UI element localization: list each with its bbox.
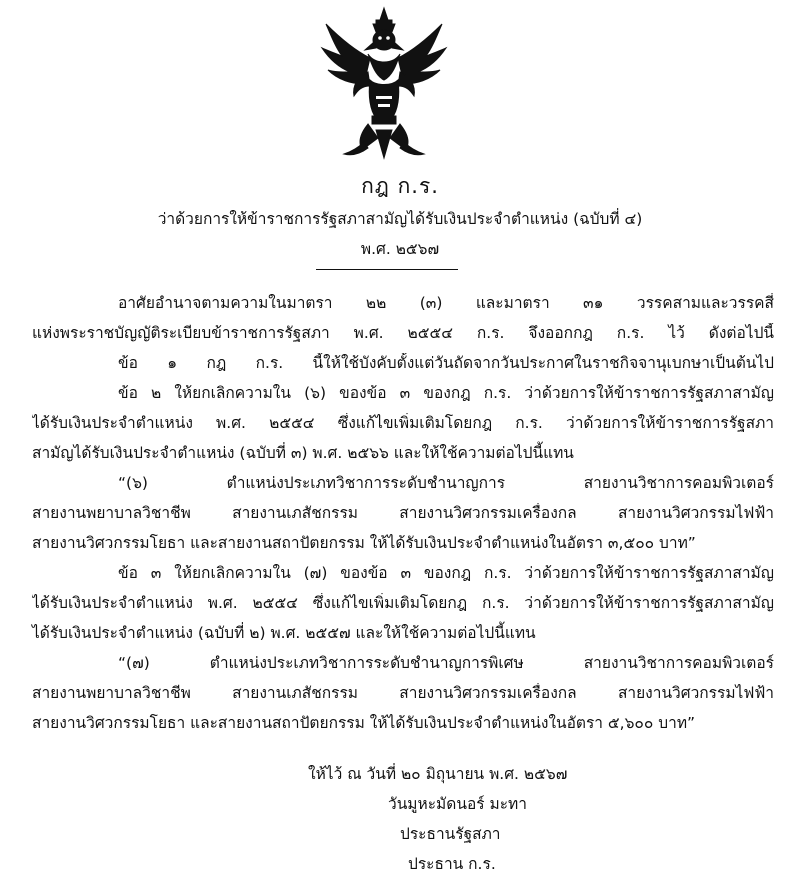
body-line: สายงานพยาบาลวิชาชีพ สายงานเภสัชกรรม สายงานวิศวกรรมเครื่องกล สายงานวิศวกรรมไฟฟ้า xyxy=(32,684,774,702)
body-line: ได้รับเงินประจำตำแหน่ง พ.ศ. ๒๕๕๔ ซึ่งแก้ไขเพิ่มเติมโดยกฎ ก.ร. ว่าด้วยการให้ข้าราชการรัฐสภาสามัญ xyxy=(32,594,774,612)
body-line: สายงานพยาบาลวิชาชีพ สายงานเภสัชกรรม สายงานวิศวกรรมเครื่องกล สายงานวิศวกรรมไฟฟ้า xyxy=(32,504,774,522)
body-line: ข้อ ๒ ให้ยกเลิกความใน (๖) ของข้อ ๓ ของกฎ ก.ร. ว่าด้วยการให้ข้าราชการรัฐสภาสามัญ xyxy=(118,384,774,402)
signatory-name: วันมูหะมัดนอร์ มะทา xyxy=(388,795,527,813)
decree-year: พ.ศ. ๒๕๖๗ xyxy=(360,240,440,258)
body-line: ได้รับเงินประจำตำแหน่ง (ฉบับที่ ๒) พ.ศ. ๒๕๕๗ และให้ใช้ความต่อไปนี้แทน xyxy=(32,624,536,642)
decree-subtitle: ว่าด้วยการให้ข้าราชการรัฐสภาสามัญได้รับเงินประจำตำแหน่ง (ฉบับที่ ๔) xyxy=(157,210,643,228)
body-line: ข้อ ๓ ให้ยกเลิกความใน (๗) ของข้อ ๓ ของกฎ ก.ร. ว่าด้วยการให้ข้าราชการรัฐสภาสามัญ xyxy=(118,564,774,582)
title-divider xyxy=(316,269,458,270)
body-line: ได้รับเงินประจำตำแหน่ง พ.ศ. ๒๕๕๔ ซึ่งแก้ไขเพิ่มเติมโดยกฎ ก.ร. ว่าด้วยการให้ข้าราชการรัฐสภา xyxy=(32,414,774,432)
body-line: สายงานวิศวกรรมโยธา และสายงานสถาปัตยกรรม ให้ได้รับเงินประจำตำแหน่งในอัตรา ๕,๖๐๐ บาท” xyxy=(32,714,696,732)
signatory-position: ประธานรัฐสภา xyxy=(400,825,501,843)
body-line: “(๖) ตำแหน่งประเภทวิชาการระดับชำนาญการ สายงานวิชาการคอมพิวเตอร์ xyxy=(118,474,774,492)
signatory-position: ประธาน ก.ร. xyxy=(408,855,496,873)
body-line: สามัญได้รับเงินประจำตำแหน่ง (ฉบับที่ ๓) พ.ศ. ๒๕๖๖ และให้ใช้ความต่อไปนี้แทน xyxy=(32,444,574,462)
signing-date: ให้ไว้ ณ วันที่ ๒๐ มิถุนายน พ.ศ. ๒๕๖๗ xyxy=(308,765,568,783)
decree-title: กฎ ก.ร. xyxy=(361,174,439,198)
body-line: ข้อ ๑ กฎ ก.ร. นี้ให้ใช้บังคับตั้งแต่วันถัดจากวันประกาศในราชกิจจานุเบกษาเป็นต้นไป xyxy=(118,354,774,372)
body-line: “(๗) ตำแหน่งประเภทวิชาการระดับชำนาญการพิเศษ สายงานวิชาการคอมพิวเตอร์ xyxy=(118,654,774,672)
body-line: อาศัยอำนาจตามความในมาตรา ๒๒ (๓) และมาตรา ๓๑ วรรคสามและวรรคสี่ xyxy=(118,294,774,312)
body-line: สายงานวิศวกรรมโยธา และสายงานสถาปัตยกรรม ให้ได้รับเงินประจำตำแหน่งในอัตรา ๓,๕๐๐ บาท” xyxy=(32,534,696,552)
garuda-emblem-icon xyxy=(318,6,450,164)
body-line: แห่งพระราชบัญญัติระเบียบข้าราชการรัฐสภา พ.ศ. ๒๕๕๔ ก.ร. จึงออกกฎ ก.ร. ไว้ ดังต่อไปนี้ xyxy=(32,324,774,342)
